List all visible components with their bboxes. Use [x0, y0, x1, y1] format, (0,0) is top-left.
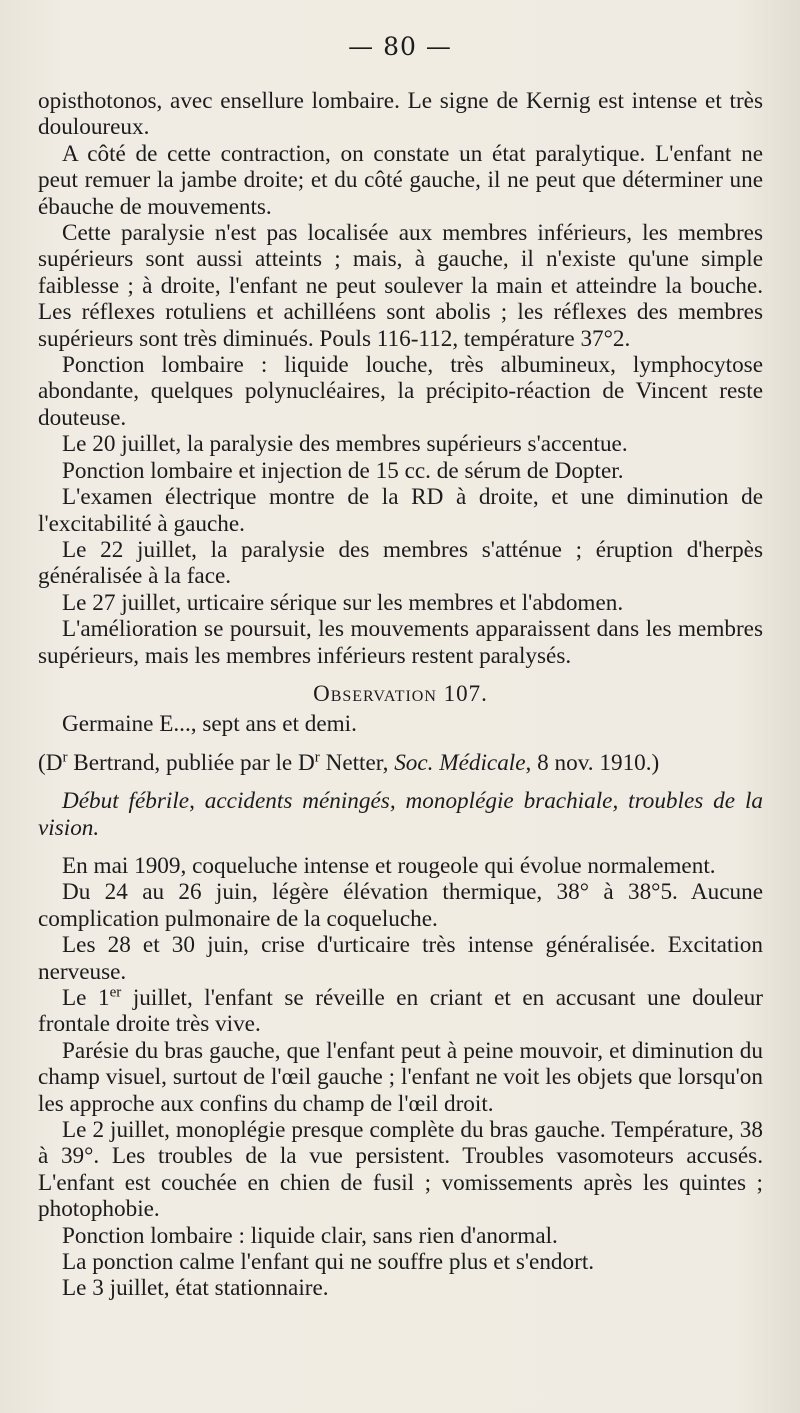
paragraph: Cette paralysie n'est pas localisée aux membres inférieurs, les membres supérieurs sont aussi atteints ; mais, à gauche, il n'existe qu'une simple faiblesse ; à droite, l'enfant ne peut soulever la main et atteindre la bouche. Les réflexes rotuliens et achilléens sont abolis ; les réflexes des membres supérieurs sont très diminués. Pouls 116-112, température 37°2.	[38, 220, 763, 352]
text-body	[38, 88, 763, 1302]
paragraph: Les 28 et 30 juin, crise d'urticaire très intense généralisée. Excitation nerveuse.	[38, 932, 763, 985]
paragraph: A côté de cette contraction, on constate un état paralytique. L'enfant ne peut remuer la jambe droite; et du côté gauche, il ne peut que déterminer une ébauche de mouvements.	[38, 140, 763, 220]
paragraph: Parésie du bras gauche, que l'enfant peut à peine mouvoir, et diminution du champ visuel, surtout de l'œil gauche ; l'enfant ne voit les objets que lorsqu'on les approche aux confins du champ de l'œil droit.	[38, 1037, 763, 1117]
paragraph: La ponction calme l'enfant qui ne souffre plus et s'endort.	[62, 1249, 595, 1276]
observation-heading: Observation 107.	[313, 680, 488, 706]
paragraph: Ponction lombaire : liquide louche, très albumineux, lymphocytose abondante, quelques polynucléaires, la précipito-réaction de Vincent reste douteuse.	[38, 352, 763, 431]
citation-sup-1: r	[62, 749, 68, 766]
citation-date: , 8 nov. 1910.)	[525, 749, 660, 776]
citation-open: (D	[38, 749, 63, 776]
paragraph: Le 3 juillet, état stationnaire.	[62, 1275, 329, 1302]
page-number: — 80 —	[348, 32, 452, 61]
citation	[38, 750, 763, 776]
citation-editor: Netter,	[319, 749, 395, 776]
citation-sup-2: r	[314, 749, 320, 766]
paragraph: L'examen électrique montre de la RD à droite, et une diminution de l'excitabilité à gauche.	[38, 484, 763, 537]
paragraph: Le 27 juillet, urticaire sérique sur les membres et l'abdomen.	[62, 589, 624, 616]
p14-pre: Le 1	[62, 985, 110, 1011]
p14-sup: er	[109, 984, 122, 1001]
citation-journal: Soc. Médicale	[394, 749, 526, 776]
paragraph: L'amélioration se poursuit, les mouvements apparaissent dans les membres supérieurs, mais les membres inférieurs restent paralysés.	[38, 616, 763, 669]
paragraph: Ponction lombaire : liquide clair, sans rien d'anormal.	[62, 1222, 558, 1249]
paragraph: Le 20 juillet, la paralysie des membres supérieurs s'accentue.	[62, 431, 628, 458]
patient-line: Germaine E..., sept ans et demi.	[62, 711, 357, 738]
paragraph: Le 22 juillet, la paralysie des membres s'atténue ; éruption d'herpès généralisée à la face.	[38, 536, 763, 590]
paragraph: Le 2 juillet, monoplégie presque complète du bras gauche. Température, 38 à 39°. Les troubles de la vue persistent. Troubles vasomoteurs accusés. L'enfant est couchée en chien de fusil ; vomissements après les quintes ; photophobie.	[38, 1117, 763, 1223]
paragraph	[38, 985, 763, 1038]
paragraph: opisthotonos, avec ensellure lombaire. Le signe de Kernig est intense et très douloureux.	[38, 88, 763, 141]
paragraph: Du 24 au 26 juin, légère élévation thermique, 38° à 38°5. Aucune complication pulmonaire de la coqueluche.	[38, 879, 763, 932]
p14-post: juillet, l'enfant se réveille en criant et en accusant une douleur frontale droite très vive.	[38, 985, 763, 1038]
paragraph: Ponction lombaire et injection de 15 cc. de sérum de Dopter.	[62, 457, 624, 484]
case-summary: Début fébrile, accidents méningés, monoplégie brachiale, troubles de la vision.	[38, 788, 763, 841]
citation-author: Bertrand, publiée par le D	[67, 749, 315, 776]
paragraph: En mai 1909, coqueluche intense et rougeole qui évolue normalement.	[62, 852, 716, 879]
